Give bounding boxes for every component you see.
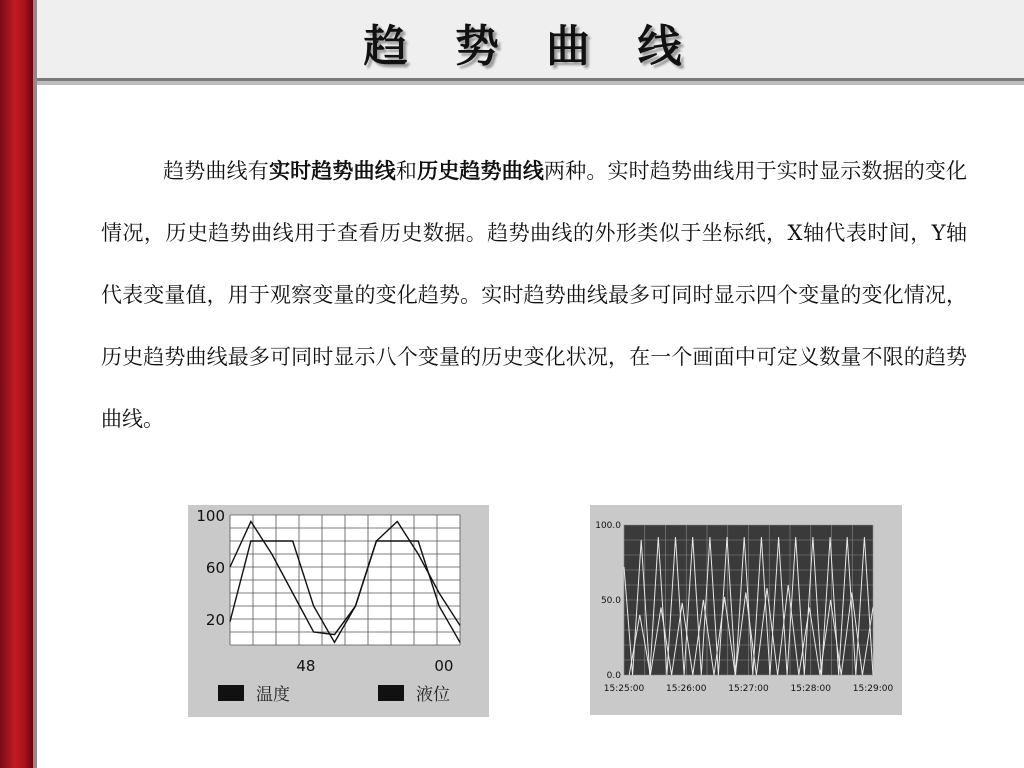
legend-swatch bbox=[218, 685, 244, 701]
history-trend-figure bbox=[590, 505, 902, 715]
bold-term-history: 历史趋势曲线 bbox=[417, 158, 545, 183]
x-tick-label: 00 bbox=[434, 657, 454, 675]
realtime-trend-chart bbox=[188, 505, 489, 717]
bold-term-realtime: 实时趋势曲线 bbox=[268, 158, 396, 183]
realtime-trend-figure bbox=[188, 505, 489, 717]
x-tick-label: 15:26:00 bbox=[666, 684, 707, 694]
y-tick-label: 100 bbox=[196, 507, 225, 525]
y-tick-label: 20 bbox=[205, 611, 225, 629]
y-tick-label: 60 bbox=[205, 559, 225, 577]
x-tick-label: 15:28:00 bbox=[790, 684, 831, 694]
x-tick-label: 15:27:00 bbox=[728, 684, 769, 694]
legend-label: 液位 bbox=[416, 685, 450, 705]
body-paragraph bbox=[101, 140, 967, 450]
title-bar-shadow bbox=[37, 81, 1024, 85]
legend-label: 温度 bbox=[256, 685, 290, 705]
y-tick-label: 50.0 bbox=[600, 596, 621, 606]
x-tick-label: 15:29:00 bbox=[852, 684, 894, 694]
text-run: 和 bbox=[395, 159, 418, 183]
y-tick-label: 100.0 bbox=[595, 521, 621, 531]
text-run: 趋势曲线有 bbox=[163, 159, 269, 183]
x-tick-label: 48 bbox=[296, 657, 316, 675]
text-run: 两种。实时趋势曲线用于实时显示数据的变化情况，历史趋势曲线用于查看历史数据。趋势曲线的外形类似于坐标纸，X轴代表时间，Y轴代表变量值，用于观察变量的变化趋势。实时趋势曲线最多可同时显示四个变量的变化情况，历史趋势曲线最多可同时显示八个变量的历史变化状况，在一个画面中可定义数量不限的趋势曲线。 bbox=[101, 159, 968, 431]
slide-title: 趋 势 曲 线 bbox=[363, 21, 698, 72]
left-accent-edge bbox=[33, 0, 37, 768]
x-tick-label: 15:25:00 bbox=[603, 684, 645, 694]
left-accent-bar bbox=[0, 0, 33, 768]
y-tick-label: 0.0 bbox=[606, 671, 621, 681]
title-bar bbox=[37, 0, 1024, 81]
legend-swatch bbox=[378, 685, 404, 701]
history-trend-chart bbox=[590, 505, 902, 715]
